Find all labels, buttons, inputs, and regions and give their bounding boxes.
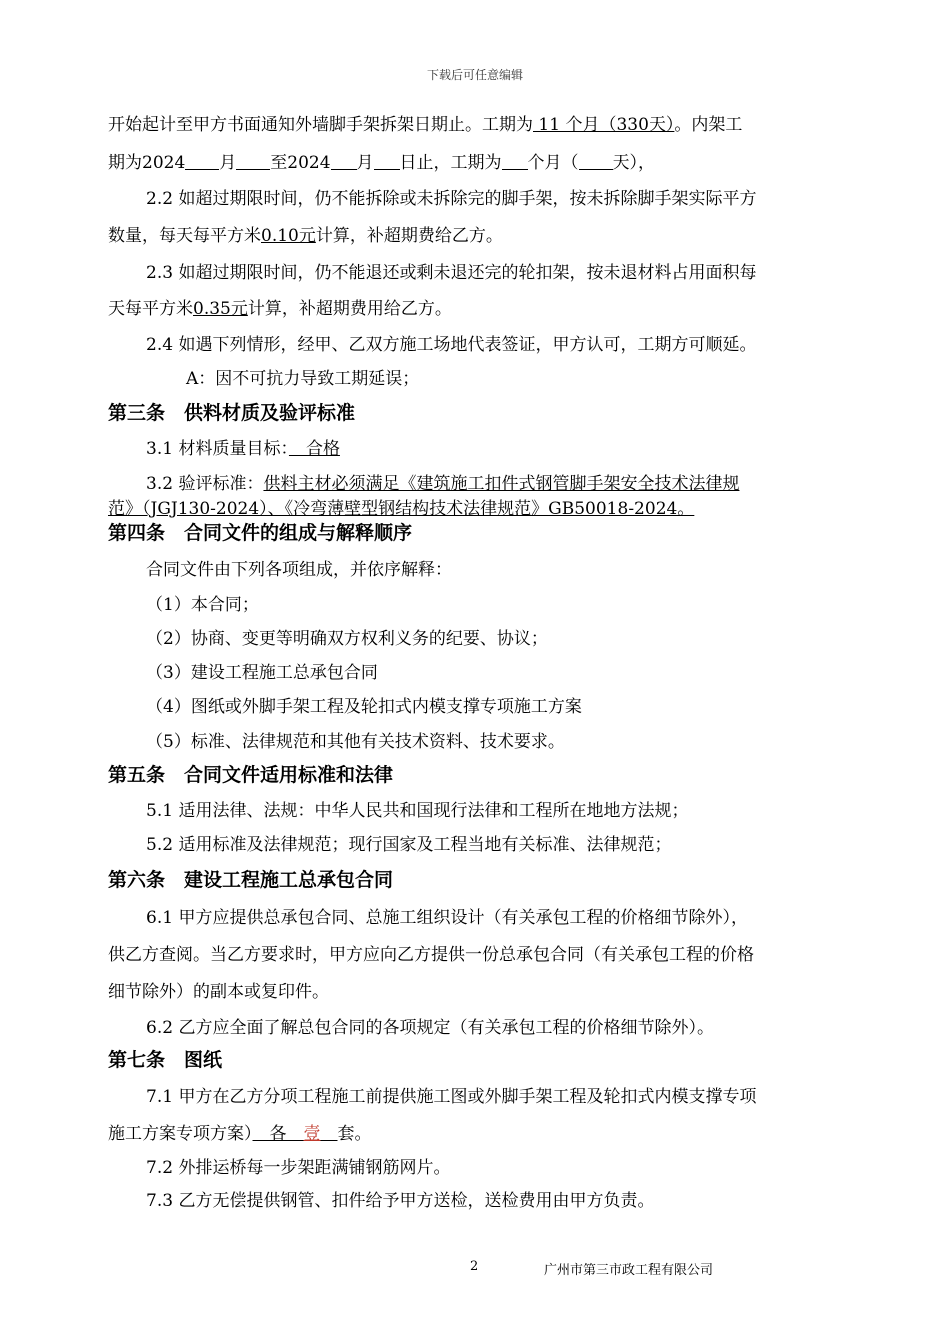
blank-field — [236, 151, 270, 170]
text: 月 — [219, 153, 237, 173]
text: 计算，补超期费用给乙方。 — [247, 299, 452, 319]
list-item: （1）本合同； — [146, 595, 259, 615]
paragraph-line: 合同文件由下列各项组成，并依序解释： — [146, 560, 452, 580]
blank-field — [185, 151, 219, 170]
blank-field — [374, 151, 400, 170]
blank-field — [579, 151, 613, 170]
list-item: （3）建设工程施工总承包合同 — [146, 663, 378, 683]
paragraph-line: 7.2 外排运桥每一步架距满铺钢筋网片。 — [146, 1158, 451, 1178]
section-heading: 第四条 合同文件的组成与解释顺序 — [108, 522, 413, 544]
text: 施工方案专项方案） — [108, 1124, 253, 1144]
paragraph-line — [108, 114, 843, 136]
underlined-price: 0.10元 — [261, 226, 316, 246]
blank-field — [502, 151, 528, 170]
paragraph-line: 2.3 如超过期限时间，仍不能退还或剩未退还完的轮扣架，按未退材料占用面积每 — [146, 263, 757, 283]
paragraph-line: 5.2 适用标准及法律规范；现行国家及工程当地有关标准、法律规范； — [146, 835, 672, 855]
text: 月 — [356, 153, 374, 173]
page-header: 下载后可任意编辑 — [426, 68, 523, 82]
text: 3.1 材料质量目标： — [146, 439, 289, 459]
text: 套。 — [337, 1124, 372, 1144]
paragraph-line: 2.4 如遇下列情形，经甲、乙双方施工场地代表签证，甲方认可，工期方可顺延。 — [146, 335, 757, 355]
text: 个月（ — [527, 153, 579, 173]
list-item: （5）标准、法律规范和其他有关技术资料、技术要求。 — [146, 732, 565, 752]
blank-field — [331, 151, 357, 170]
paragraph-line: 6.2 乙方应全面了解总包合同的各项规定（有关承包工程的价格细节除外）。 — [146, 1018, 714, 1038]
paragraph-line: 7.3 乙方无偿提供钢管、扣件给予甲方送检，送检费用由甲方负责。 — [146, 1191, 655, 1211]
underlined-quality: 合格 — [288, 439, 340, 459]
paragraph-line: 供乙方查阅。当乙方要求时，甲方应向乙方提供一份总承包合同（有关承包工程的价格 — [108, 945, 754, 965]
company-name: 广州市第三市政工程有限公司 — [544, 1263, 714, 1278]
underlined-price: 0.35元 — [193, 299, 248, 319]
paragraph-line — [108, 151, 843, 174]
list-item: （4）图纸或外脚手架工程及轮扣式内模支撑专项施工方案 — [146, 697, 582, 717]
paragraph-line — [108, 225, 843, 247]
paragraph-line: 6.1 甲方应提供总承包合同、总施工组织设计（有关承包工程的价格细节除外）， — [146, 908, 748, 928]
text: 开始起计至甲方书面通知外墙脚手架拆架日期止。工期为 — [108, 115, 533, 135]
text: 数量，每天每平方米 — [108, 226, 261, 246]
paragraph-line: 范》（JGJ130-2024）、《冷弯薄壁型钢结构技术法律规范》GB50018-2024。 — [108, 499, 695, 519]
paragraph-line: 5.1 适用法律、法规：中华人民共和国现行法律和工程所在地地方法规； — [146, 801, 689, 821]
text: 计算，补超期费给乙方。 — [315, 226, 503, 246]
paragraph-line — [108, 298, 843, 320]
text: 至2024 — [270, 153, 331, 173]
section-heading: 第五条 合同文件适用标准和法律 — [108, 764, 394, 786]
underlined-count — [321, 1124, 338, 1144]
section-heading: 第六条 建设工程施工总承包合同 — [108, 869, 394, 891]
paragraph-line: 2.2 如超过期限时间，仍不能拆除或未拆除完的脚手架，按未拆除脚手架实际平方 — [146, 189, 757, 209]
page-number: 2 — [470, 1259, 479, 1274]
underlined-standard: 供料主材必须满足《建筑施工扣件式钢管脚手架安全技术法律规 — [263, 474, 740, 494]
paragraph-line — [108, 1123, 843, 1145]
paragraph-line — [146, 473, 843, 495]
text: 天每平方米 — [108, 299, 193, 319]
text: 期为2024 — [108, 153, 186, 173]
paragraph-line: A：因不可抗力导致工期延误； — [186, 369, 420, 389]
text: 天）， — [612, 153, 656, 173]
paragraph-line: 7.1 甲方在乙方分项工程施工前提供施工图或外脚手架工程及轮扣式内模支撑专项 — [146, 1087, 757, 1107]
section-heading: 第七条 图纸 — [108, 1049, 223, 1071]
text: 。内架工 — [674, 115, 743, 135]
underlined-count: 各 — [252, 1124, 304, 1144]
list-item: （2）协商、变更等明确双方权利义务的纪要、协议； — [146, 629, 548, 649]
section-heading: 第三条 供料材质及验评标准 — [108, 402, 356, 424]
underlined-duration: 11 个月（330天） — [533, 115, 675, 135]
text: 日止，工期为 — [399, 153, 502, 173]
text: 3.2 验评标准： — [146, 474, 264, 494]
paragraph-line: 细节除外）的副本或复印件。 — [108, 982, 329, 1002]
paragraph-line — [146, 438, 843, 460]
red-count: 壹 — [303, 1124, 321, 1144]
